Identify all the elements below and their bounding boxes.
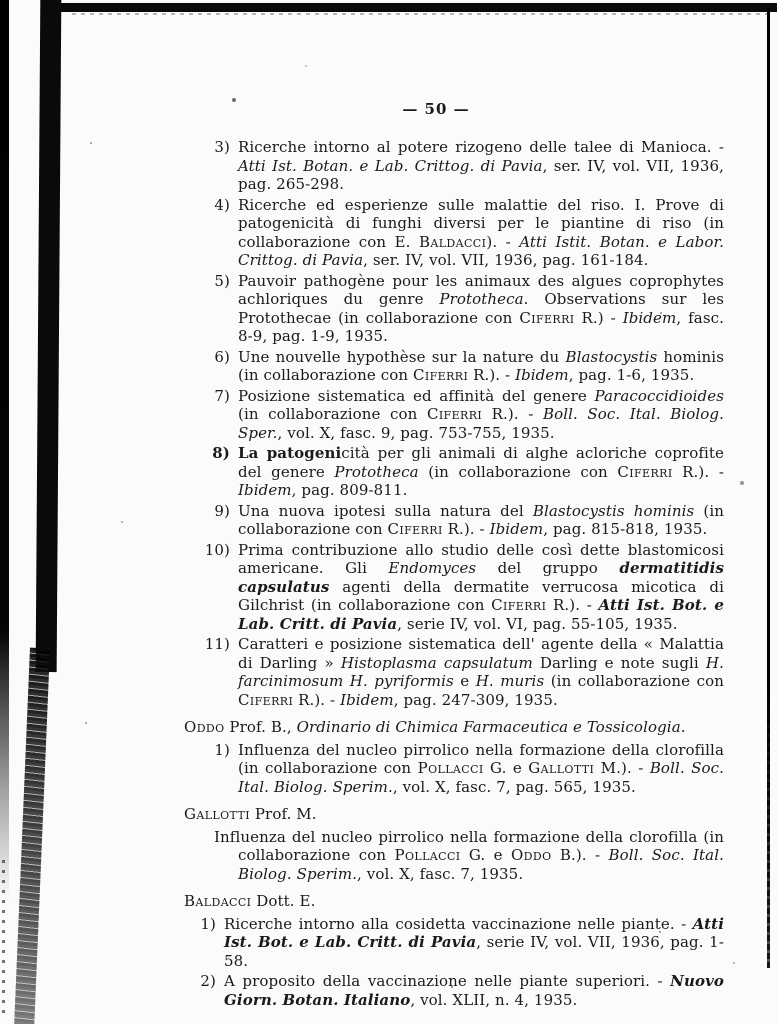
section-entries [184, 828, 724, 884]
entry-number: 2) [200, 972, 216, 990]
entry-text [238, 541, 724, 633]
author-section [184, 718, 724, 796]
entry-text [238, 387, 724, 442]
bibliography-entry [184, 541, 724, 634]
entry-text [238, 635, 724, 709]
text-segment: La patogeni [238, 444, 342, 462]
text-segment: H. muris [475, 672, 545, 690]
text-segment: G. e [483, 759, 529, 777]
text-segment: (in collaborazione con [238, 405, 427, 423]
text-segment: , ser. IV, vol. VII, 1936, pag. 265-298. [238, 156, 724, 193]
text-segment: Influenza del nucleo pirrolico nella formazione della clorofilla (in collaborazione con [238, 740, 724, 777]
text-segment: , fasc. 8-9, pag. 1-9, 1935. [238, 308, 724, 345]
text-segment: , vol. X, fasc. 7, 1935. [357, 864, 524, 883]
text-segment: B.). - [551, 846, 609, 864]
bibliography-entry [184, 741, 724, 797]
text-segment: , pag. 809-811. [291, 481, 408, 499]
text-segment: del gruppo [476, 559, 620, 577]
entry-number: 1) [214, 740, 230, 759]
text-segment: R.). - [546, 596, 599, 614]
text-segment: Ciferri [617, 462, 673, 481]
bibliography-continued-list [184, 138, 724, 709]
bibliography-entry [184, 635, 724, 709]
text-segment: Ibidem [622, 308, 677, 327]
text-segment: Influenza del nucleo pirrolico nella formazione della clorofilla (in collaborazione con [214, 827, 724, 864]
entry-number: 8) [212, 444, 230, 462]
text-segment: Posizione sistematica ed affinità del genere [238, 386, 595, 405]
text-segment: Boll. Soc. Ital. Biolog. Sperim. [238, 846, 724, 883]
text-segment: , serie IV, vol. VII, 1936, pag. 1-58. [224, 933, 724, 970]
entry-text [238, 272, 724, 346]
bibliography-entry [184, 828, 724, 884]
scan-right-edge [767, 8, 770, 968]
text-segment: Endomyces [388, 559, 477, 577]
text-segment: Ciferri [426, 405, 483, 423]
text-segment: , vol. X, fasc. 9, pag. 753-755, 1935. [277, 423, 555, 442]
entry-text [238, 138, 724, 193]
text-segment: Blastocystis hominis [532, 501, 695, 520]
author-section [184, 892, 724, 1009]
page-content [184, 100, 724, 1011]
text-segment: M.). - [594, 759, 650, 777]
text-segment: , pag. 247-309, 1935. [393, 690, 558, 709]
scan-left-edge-noise [2, 860, 5, 1020]
text-segment: Ciferri [238, 690, 294, 709]
text-segment: Baldacci [184, 892, 252, 910]
bibliography-entry [184, 387, 724, 443]
entry-number: 7) [214, 386, 230, 405]
bibliography-entry [184, 272, 724, 346]
entry-number: 1) [200, 914, 216, 933]
text-segment: (in collaborazione con [238, 501, 724, 538]
text-segment: , vol. XLII, n. 4, 1935. [410, 990, 578, 1009]
text-segment: R.). - [672, 462, 724, 481]
text-segment: ). - [486, 232, 520, 251]
entry-number: 6) [214, 347, 230, 366]
text-segment: Pollacci [394, 846, 461, 864]
bibliography-entry [184, 915, 724, 971]
entry-number: 5) [214, 271, 230, 290]
text-segment: Histoplasma capsulatum [340, 653, 533, 672]
bibliography-entry [184, 348, 724, 385]
binding-shadow-tail [12, 648, 50, 1024]
text-segment: Dott. E. [251, 892, 316, 910]
text-segment: Une nouvelle hypothèse sur la nature du [238, 347, 566, 366]
text-segment: G. e [460, 846, 511, 864]
section-entries [184, 915, 724, 1010]
author-sections [184, 718, 724, 1009]
text-segment: R.). - [293, 690, 341, 709]
entry-number: 4) [214, 195, 230, 214]
text-segment: Prof. M. [249, 805, 317, 823]
entry-text [238, 348, 724, 385]
text-segment: Ricerche ed esperienze sulle malattie del riso. I. Prove di patogenicità di funghi diversi per le piantine di riso (in collaborazione con E. [238, 195, 724, 251]
text-segment: Paracoccidioides [594, 386, 724, 405]
text-segment: Nuovo Giorn. Botan. Italiano [224, 972, 724, 1009]
entry-number: 11) [204, 635, 230, 653]
text-segment: Prima contribuzione allo studio delle così dette blastomicosi americane. Gli [238, 540, 724, 577]
text-segment: Atti Ist. Botan. e Lab. Crittog. di Pavia [238, 156, 543, 175]
text-segment: Ibidem [238, 481, 292, 499]
entry-text [224, 972, 724, 1009]
bibliography-entry [184, 502, 724, 539]
text-segment: Ordinario di Chimica Farmaceutica e Tossicologia. [296, 718, 686, 736]
text-segment: Blastocystis [565, 347, 658, 366]
entry-number: 10) [204, 540, 230, 559]
scan-left-edge [0, 0, 9, 900]
text-segment: dermatitidis capsulatus [238, 559, 724, 596]
text-segment: Ciferri [387, 520, 443, 538]
text-segment: , serie IV, vol. VI, pag. 55-105, 1935. [397, 614, 678, 633]
text-segment: Prototheca [439, 290, 524, 308]
text-segment: Ciferri [491, 596, 547, 614]
bibliography-entry [184, 972, 724, 1009]
entry-text [238, 444, 724, 499]
section-entries [184, 741, 724, 797]
author-section [184, 805, 724, 883]
entry-text [224, 915, 724, 970]
text-segment: Ricerche intorno al potere rizogeno delle talee di Manioca. - [238, 138, 724, 156]
text-segment: Ciferri [413, 366, 469, 384]
text-segment: Ciferri [519, 308, 575, 327]
ink-specks [0, 0, 2, 2]
bibliography-entry [184, 138, 724, 194]
text-segment: Prototheca [334, 462, 419, 481]
entry-text [238, 196, 724, 270]
scan-top-speckle-line [72, 13, 774, 15]
text-segment: Darling e note sugli [532, 653, 706, 672]
text-segment: Boll. Soc. Ital. Biolog. Sperim. [238, 759, 725, 796]
text-segment: Pauvoir pathogène pour les animaux des algues coprophytes achloriques du genre [238, 271, 724, 308]
section-header [184, 718, 724, 737]
section-header [184, 805, 724, 824]
text-segment: A proposito della vaccinazione nelle piante superiori. - [224, 972, 671, 990]
text-segment: , ser. IV, vol. VII, 1936, pag. 161-184. [363, 251, 649, 269]
text-segment: Atti Ist. Bot. e Lab. Critt. di Pavia [238, 596, 724, 633]
text-segment: , pag. 815-818, 1935. [543, 520, 708, 538]
text-segment: , pag. 1-6, 1935. [568, 366, 695, 384]
text-segment: Prof. B., [224, 718, 297, 736]
text-segment: Atti Istit. Botan. e Labor. Crittog. di Pavia [238, 232, 724, 269]
text-segment: R.). - [468, 366, 516, 384]
section-header [184, 892, 724, 911]
text-segment: (in collaborazione con [544, 672, 724, 690]
entry-text [214, 828, 724, 883]
text-segment: cità per gli animali di alghe acloriche coprofite del genere [238, 444, 724, 481]
entry-number: 9) [214, 501, 230, 520]
page-number: — 50 — [402, 100, 470, 118]
text-segment: Ibidem [340, 690, 394, 709]
entry-number: 3) [214, 138, 230, 156]
text-segment: H. farcinimosum H. pyriformis [238, 653, 724, 690]
text-segment: Oddo [510, 846, 552, 864]
text-segment: R.). - [482, 405, 543, 423]
text-segment: , vol. X, fasc. 7, pag. 565, 1935. [392, 777, 636, 796]
scan-top-edge [46, 3, 777, 12]
text-segment: Pollacci [417, 759, 484, 777]
bibliography-entry [184, 444, 724, 500]
text-segment: hominis (in collaborazione con [238, 347, 724, 384]
text-segment: Gallotti [184, 805, 250, 823]
text-segment: Baldacci [418, 232, 487, 251]
text-segment: Atti Ist. Bot. e Lab. Critt. di Pavia [224, 914, 724, 951]
entry-text [238, 741, 724, 796]
text-segment: R.). - [442, 520, 490, 538]
text-segment: Una nuova ipotesi sulla natura del [238, 501, 533, 520]
bibliography-entry [184, 196, 724, 270]
text-segment: R.) - [574, 308, 623, 327]
text-segment: Boll. Soc. Ital. Biolog. Sper. [238, 405, 725, 442]
text-segment: Ibidem [489, 520, 544, 538]
text-segment: Caratteri e posizione sistematica dell' agente della « Malattia di Darling » [238, 635, 724, 672]
text-segment: Gallotti [528, 759, 595, 777]
text-segment: Ricerche intorno alla cosidetta vaccinazione nelle piante. - [224, 914, 693, 933]
entry-text [238, 502, 724, 539]
text-segment: agenti della dermatite verrucosa micotica di Gilchrist (in collaborazione con [238, 577, 724, 614]
text-segment: . Observations sur les Protothecae (in collaborazione con [238, 290, 724, 327]
binding-shadow [36, 0, 62, 672]
text-segment: (in collaborazione con [418, 462, 618, 481]
text-segment: Oddo [184, 718, 225, 736]
text-segment: Ibidem [515, 366, 569, 384]
text-segment: e [453, 672, 476, 690]
